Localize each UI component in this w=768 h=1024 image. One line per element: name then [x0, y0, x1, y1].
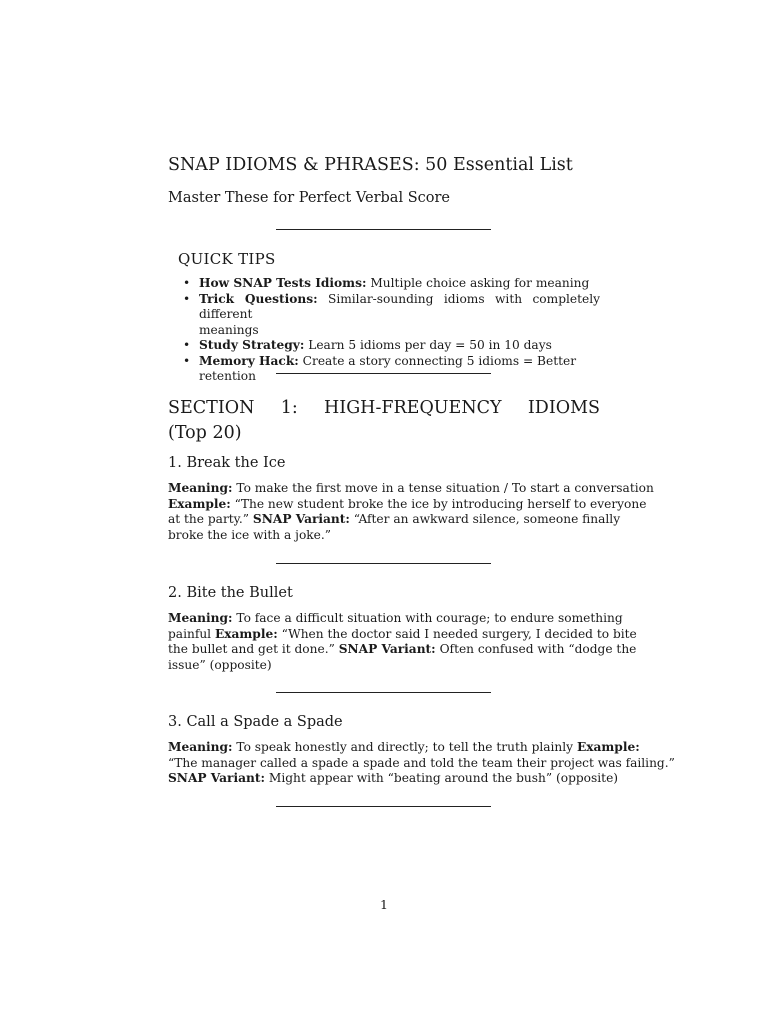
list-item [180, 338, 600, 354]
idiom-body [168, 611, 637, 673]
meaning-text: painful [168, 626, 212, 641]
meaning-label: Meaning: [168, 740, 233, 754]
variant-label: SNAP Variant: [338, 642, 436, 656]
text-line [168, 771, 619, 787]
divider [276, 692, 491, 693]
text-line [168, 642, 637, 658]
meaning-text: To face a difficult situation with courage; to endure something [236, 611, 623, 625]
tip-text: meanings [199, 322, 259, 337]
tip-label: Trick Questions: [199, 291, 318, 306]
variant-text: Might appear with “beating around the bush” (opposite) [268, 771, 619, 785]
example-label: Example: [214, 626, 278, 641]
list-item [180, 292, 600, 339]
tip-label: Study Strategy: [199, 338, 305, 352]
tip-text: Multiple choice asking for meaning [370, 276, 590, 290]
example-text: “The new student broke the ice by introducing herself to everyone [234, 496, 647, 511]
page-number: 1 [380, 897, 388, 912]
text-line [168, 528, 600, 544]
bullet-icon: • [183, 291, 191, 306]
idiom-heading: 2. Bite the Bullet [168, 585, 293, 601]
section-heading-line: (Top 20) [168, 423, 242, 443]
variant-text: broke the ice with a joke.” [168, 527, 331, 542]
idiom-body [168, 740, 675, 787]
list-item [180, 354, 600, 385]
tip-label: Memory Hack: [199, 353, 299, 368]
text-line [168, 755, 675, 772]
idiom-body [168, 481, 654, 543]
meaning-label: Meaning: [168, 481, 233, 495]
text-line [168, 658, 600, 674]
divider [276, 229, 491, 230]
example-label: Example: [576, 740, 640, 754]
example-label: Example: [168, 496, 231, 511]
example-text: “The manager called a spade a spade and told the team their project was failing.” [168, 755, 675, 770]
variant-label: SNAP Variant: [252, 512, 350, 526]
example-text: “When the doctor said I needed surgery, I decided to bite [281, 626, 637, 641]
text-line [168, 626, 637, 643]
variant-text: “After an awkward silence, someone finally [353, 512, 621, 526]
section-heading-line: SECTION 1: HIGH-FREQUENCY IDIOMS [168, 398, 600, 418]
list-item [180, 276, 600, 292]
divider [276, 563, 491, 564]
variant-label: SNAP Variant: [168, 771, 265, 785]
text-line [168, 496, 647, 513]
variant-text: issue” (opposite) [168, 657, 272, 672]
bullet-icon: • [183, 338, 191, 352]
tip-text: Learn 5 idioms per day = 50 in 10 days [308, 338, 552, 352]
quick-tips-heading: QUICK TIPS [178, 250, 276, 268]
section-heading [168, 396, 600, 446]
tip-line [199, 292, 600, 323]
bullet-icon: • [183, 276, 191, 290]
idiom-heading: 1. Break the Ice [168, 455, 286, 471]
meaning-text: To make the first move in a tense situation / To start a conversation [236, 481, 654, 495]
divider [276, 373, 491, 374]
tip-text: Similar-sounding idioms with completely different [199, 291, 600, 321]
text-line [168, 481, 654, 497]
quick-tips-list [180, 276, 600, 385]
text-line [168, 611, 623, 627]
divider [276, 806, 491, 807]
example-text: at the party.” [168, 512, 250, 526]
tip-text: Create a story connecting 5 idioms = Better retention [199, 353, 577, 383]
text-line [168, 740, 640, 756]
page-title: SNAP IDIOMS & PHRASES: 50 Essential List [168, 155, 573, 175]
example-text: the bullet and get it done.” [168, 642, 335, 656]
meaning-text: To speak honestly and directly; to tell the truth plainly [236, 740, 574, 754]
bullet-icon: • [183, 353, 191, 368]
idiom-heading: 3. Call a Spade a Spade [168, 714, 343, 730]
text-line [168, 512, 621, 528]
page-subtitle: Master These for Perfect Verbal Score [168, 190, 450, 206]
variant-text: Often confused with “dodge the [439, 642, 637, 656]
tip-label: How SNAP Tests Idioms: [199, 276, 367, 290]
meaning-label: Meaning: [168, 611, 233, 625]
